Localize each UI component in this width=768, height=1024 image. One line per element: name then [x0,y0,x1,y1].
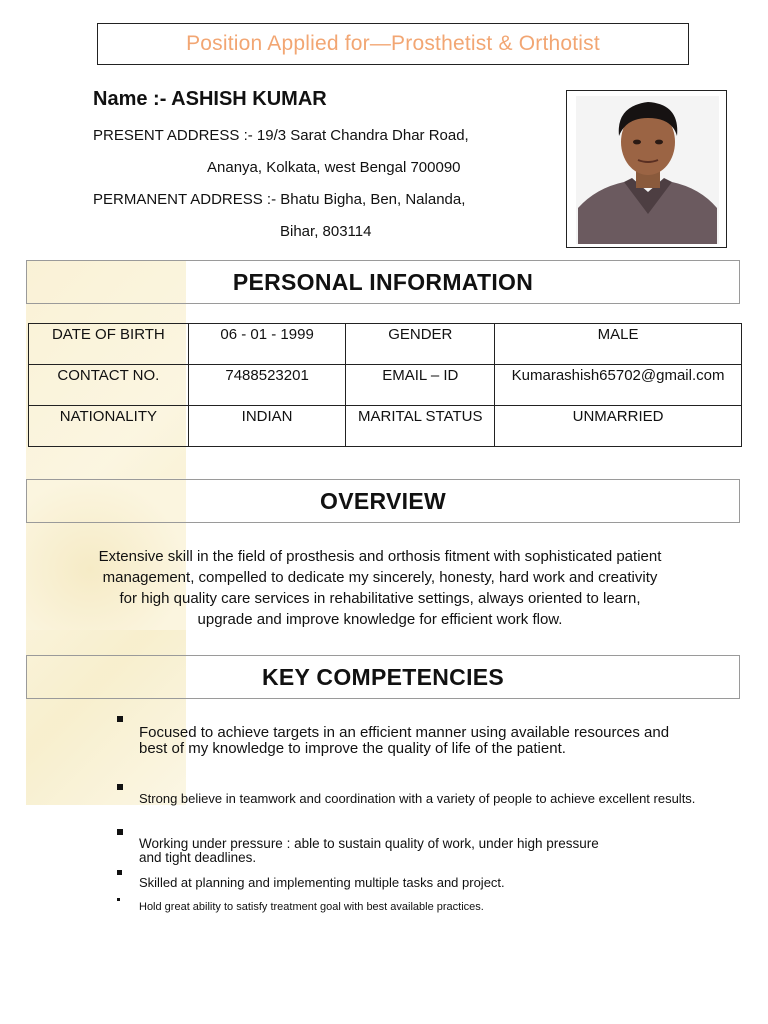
key-competencies-heading: KEY COMPETENCIES [26,655,740,699]
table-cell: Kumarashish65702@gmail.com [495,365,742,406]
present-address-line1: PRESENT ADDRESS :- 19/3 Sarat Chandra Dhar Road, [93,127,469,144]
permanent-address-line2: Bihar, 803114 [280,223,372,240]
overview-line: for high quality care services in rehabilitative settings, always oriented to learn, [119,590,641,607]
overview-line: management, compelled to dedicate my sincerely, honesty, hard work and creativity [102,569,658,586]
overview-paragraph [40,546,720,630]
profile-photo [566,90,727,248]
table-row [29,324,742,365]
bullet-icon [117,898,120,901]
table-cell: 7488523201 [188,365,346,406]
table-cell: 06 - 01 - 1999 [188,324,346,365]
bullet-icon [117,870,122,875]
table-cell: NATIONALITY [29,406,189,447]
overview-line: Extensive skill in the field of prosthesis and orthosis fitment with sophisticated patient [98,548,662,565]
table-cell: GENDER [346,324,495,365]
table-cell: MARITAL STATUS [346,406,495,447]
person-portrait-icon [576,96,719,244]
overview-heading: OVERVIEW [26,479,740,523]
table-cell: DATE OF BIRTH [29,324,189,365]
bullet-icon [117,829,123,835]
table-row [29,406,742,447]
table-cell: CONTACT NO. [29,365,189,406]
bullet-icon [117,716,123,722]
position-title-box [97,23,689,65]
list-item: Strong believe in teamwork and coordination with a variety of people to achieve excellent results. [139,791,696,806]
table-cell: INDIAN [188,406,346,447]
position-title: Position Applied for—Prosthetist & Orthotist [186,32,600,55]
list-item: Focused to achieve targets in an efficient manner using available resources and best of my knowledge to improve the quality of life of the patient. [139,724,670,757]
table-row [29,365,742,406]
table-cell: MALE [495,324,742,365]
present-address-line2: Ananya, Kolkata, west Bengal 700090 [207,159,461,176]
overview-line: upgrade and improve knowledge for efficient work flow. [197,611,563,628]
personal-information-heading: PERSONAL INFORMATION [26,260,740,304]
personal-information-table [28,323,742,447]
candidate-name: Name :- ASHISH KUMAR [93,88,327,110]
list-item: Skilled at planning and implementing multiple tasks and project. [139,875,505,890]
list-item: Hold great ability to satisfy treatment goal with best available practices. [139,901,484,913]
bullet-icon [117,784,123,790]
table-cell: UNMARRIED [495,406,742,447]
permanent-address-line1: PERMANENT ADDRESS :- Bhatu Bigha, Ben, Nalanda, [93,191,466,208]
list-item: Working under pressure : able to sustain quality of work, under high pressure and tight deadlines. [139,836,599,865]
table-cell: EMAIL – ID [346,365,495,406]
